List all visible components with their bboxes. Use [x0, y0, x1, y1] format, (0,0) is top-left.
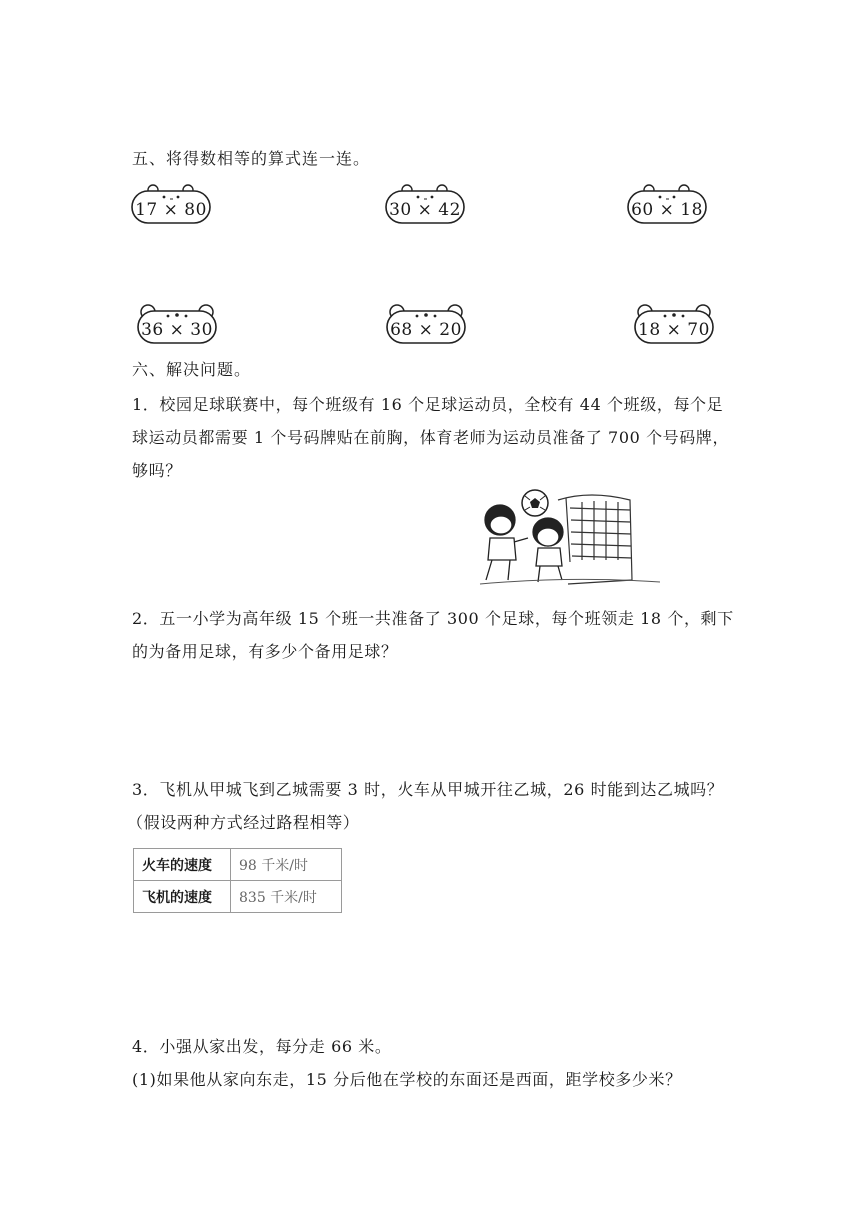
question-4-line2: (1)如果他从家向东走，15 分后他在学校的东面还是西面，距学校多少米？: [132, 1070, 682, 1089]
expression-bubble[interactable]: [383, 301, 469, 347]
question-2-line2: 的为备用足球，有多少个备用足球？: [132, 642, 398, 661]
expression-text: 36 × 30: [141, 320, 213, 340]
question-3: [127, 773, 752, 839]
section5-title: 五、将得数相等的算式连一连。: [132, 149, 371, 168]
expression-text: 17 × 80: [135, 200, 207, 220]
question-1-line1: 1．校园足球联赛中，每个班级有 16 个足球运动员，全校有 44 个班级，每个足: [132, 395, 724, 414]
table-row: [134, 849, 342, 881]
expression-bubble[interactable]: [624, 181, 710, 227]
expression-text: 68 × 20: [390, 320, 462, 340]
question-2: [132, 602, 752, 668]
table-cell-value: 835 千米/时: [231, 881, 342, 913]
expression-bubble[interactable]: [382, 181, 468, 227]
boy-heading-icon: [533, 518, 563, 582]
expression-bubble[interactable]: [631, 301, 717, 347]
question-1-line2: 球运动员都需要 1 个号码牌贴在前胸，体育老师为运动员准备了 700 个号码牌，: [132, 428, 730, 447]
table-cell-value: 98 千米/时: [231, 849, 342, 881]
expression-bubble[interactable]: [134, 301, 220, 347]
table-cell-label: 火车的速度: [134, 849, 231, 881]
question-1-line3: 够吗？: [132, 461, 182, 480]
table-row: [134, 881, 342, 913]
question-4: [132, 1030, 752, 1096]
speed-table: [133, 848, 342, 913]
soccer-kids-illustration: [470, 488, 670, 588]
table-cell-label: 飞机的速度: [134, 881, 231, 913]
expression-text: 18 × 70: [638, 320, 710, 340]
soccer-ball-icon: [522, 490, 548, 516]
expression-text: 30 × 42: [389, 200, 461, 220]
question-4-line1: 4．小强从家出发，每分走 66 米。: [132, 1037, 392, 1056]
question-3-line1: 3．飞机从甲城飞到乙城需要 3 时，火车从甲城开往乙城，26 时能到达乙城吗？: [132, 780, 724, 799]
question-1: [132, 388, 752, 487]
section6-title: 六、解决问题。: [132, 360, 252, 379]
expression-bubble[interactable]: [128, 181, 214, 227]
question-2-line1: 2．五一小学为高年级 15 个班一共准备了 300 个足球，每个班领走 18 个，剩下: [132, 609, 734, 628]
expression-text: 60 × 18: [631, 200, 703, 220]
boy-kicking-icon: [485, 505, 528, 580]
soccer-goal-icon: [558, 495, 632, 584]
question-3-line2: （假设两种方式经过路程相等）: [127, 813, 360, 832]
